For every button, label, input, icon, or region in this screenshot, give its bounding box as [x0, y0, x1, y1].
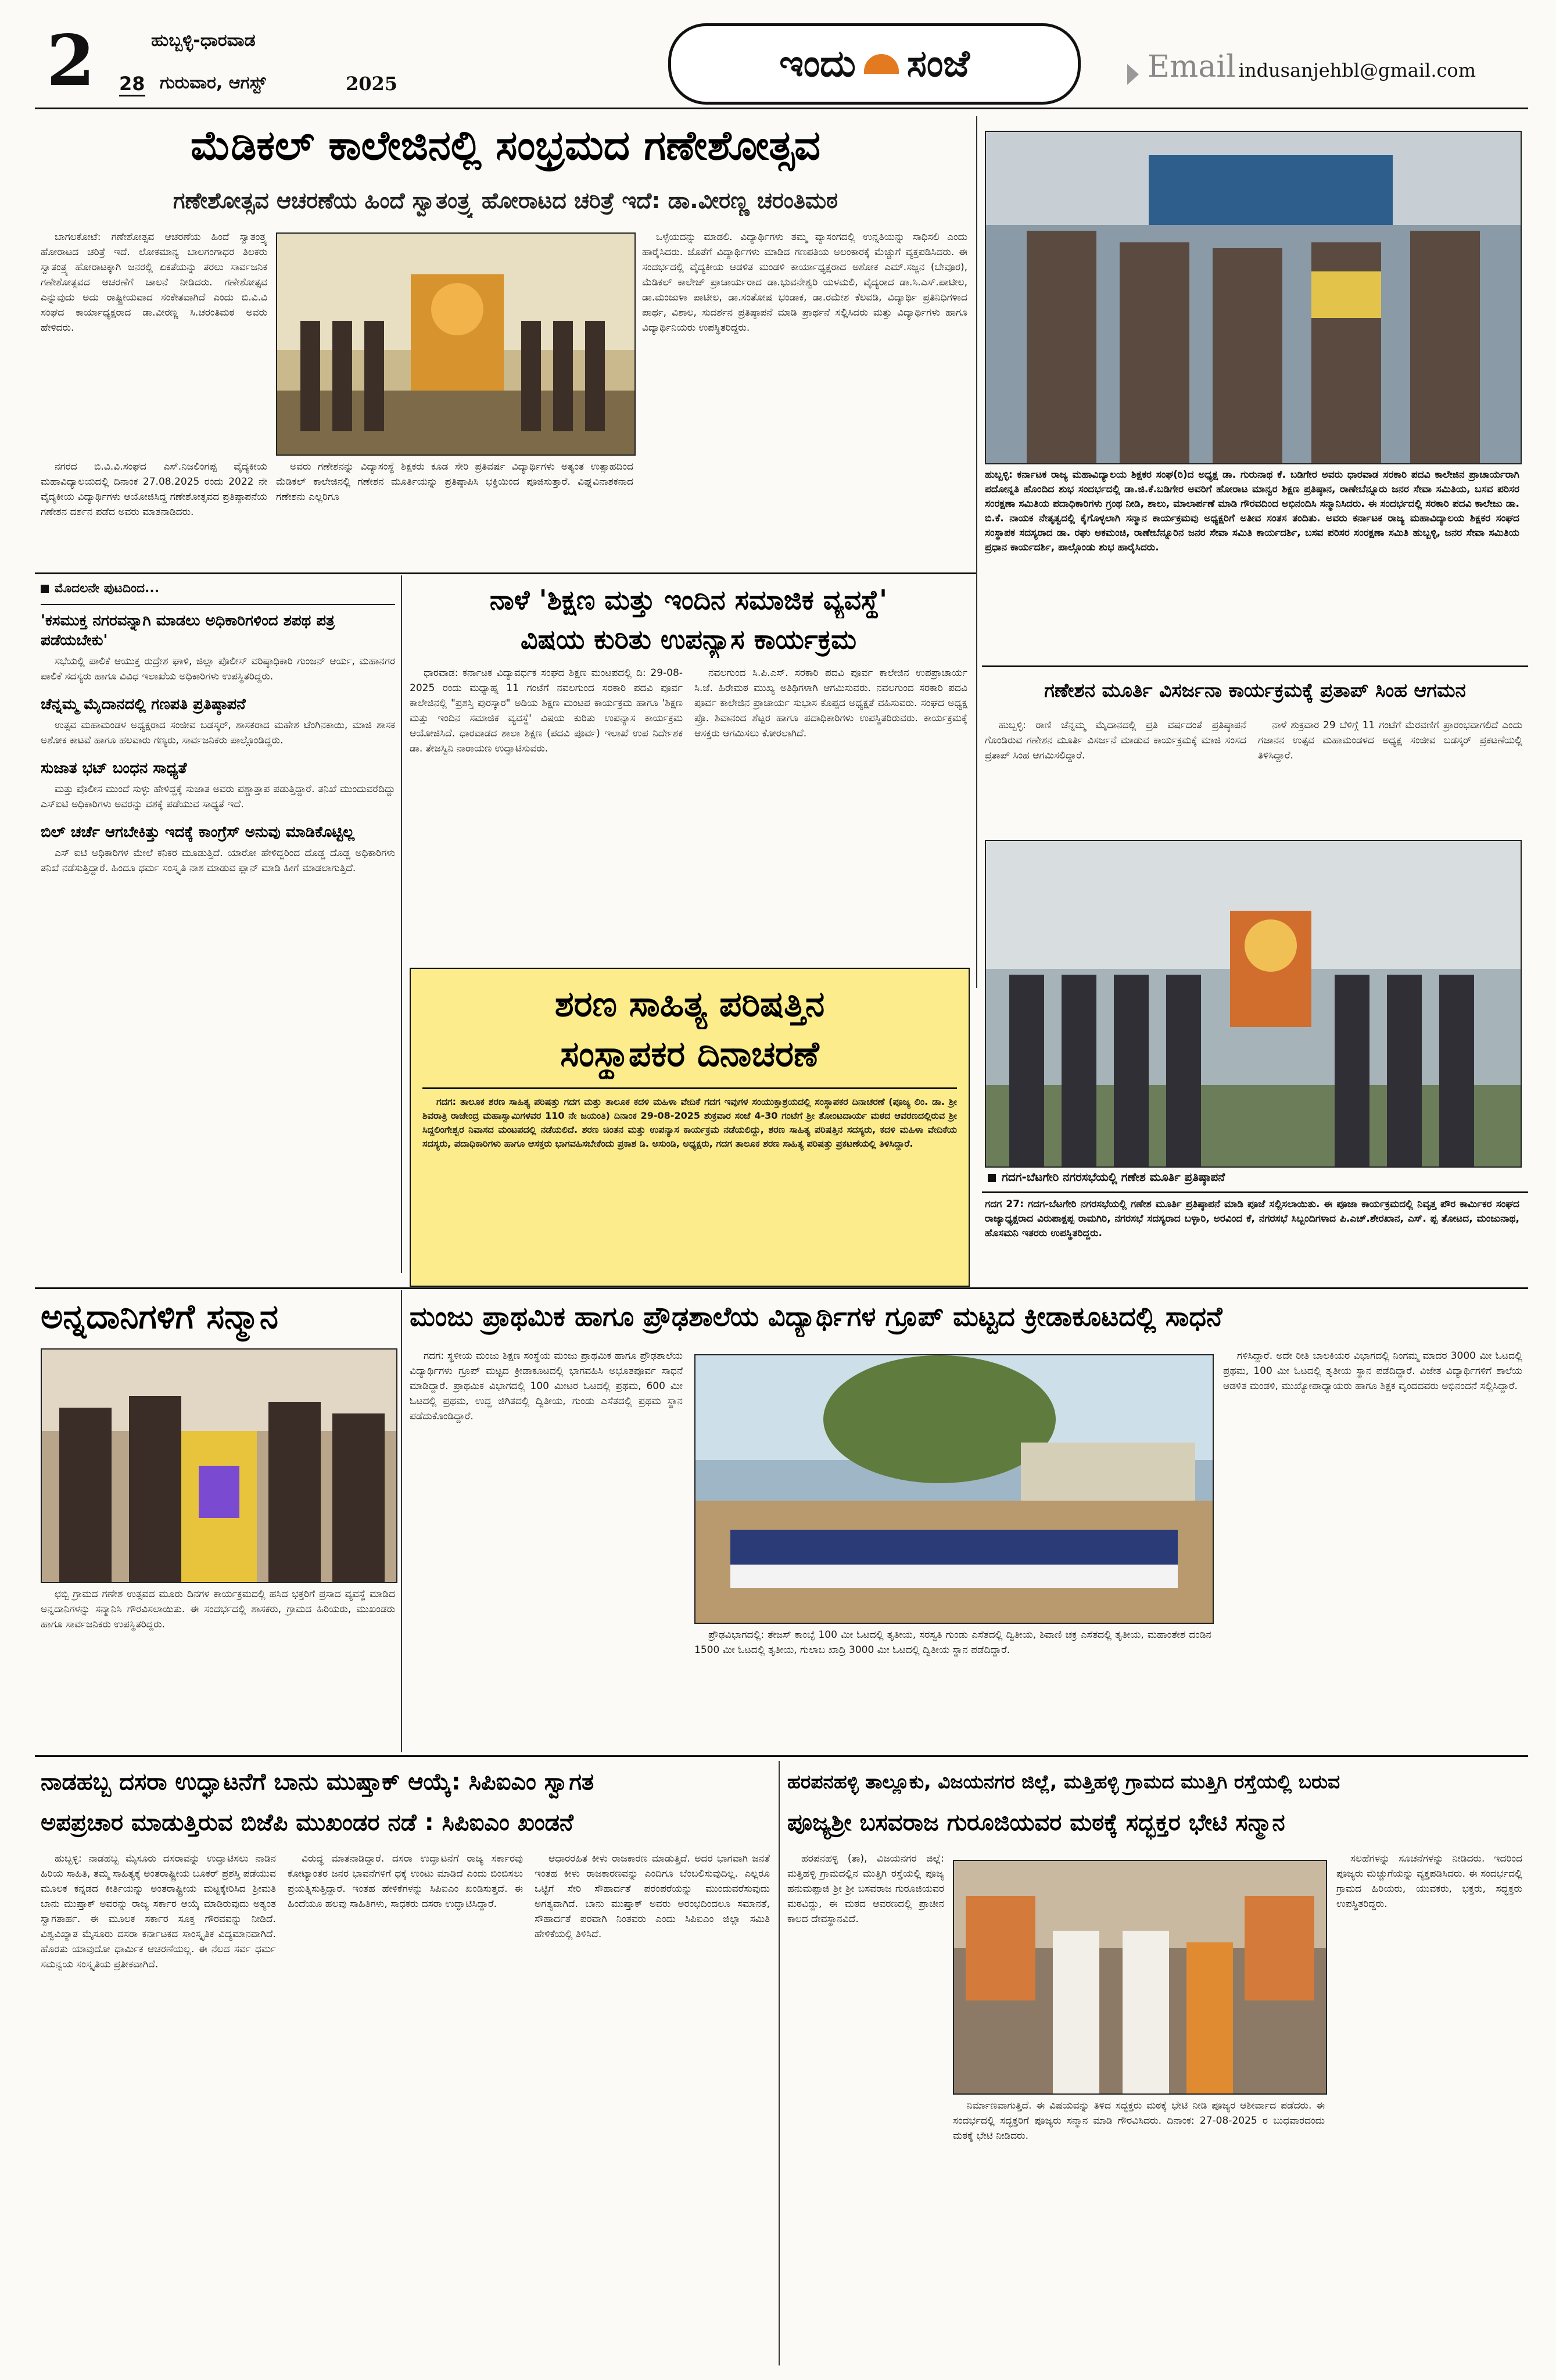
article3-col1-text: ಧಾರವಾಡ: ಕರ್ನಾಟಕ ವಿದ್ಯಾವರ್ಧಕ ಸಂಘದ ಶಿಕ್ಷಣ ಮಂಟಪದಲ್ಲಿ ದಿ: 29-08-2025 ರಂದು ಮಧ್ಯಾಹ್ನ 11 ಗಂಟೆಗೆ ನವಲಗುಂದ ಸರಕಾರಿ ಪದವಿ ಪೂರ್ವ ಕಾಲೇಜಿನಲ್ಲಿ "ಪ್ರಶಸ್ತಿ ಪುರಸ್ಕಾರ" ಅಡಿಯ ಶಿಕ್ಷಣ ಮಂಟಪ ಕಾರ್ಯಕ್ರಮ ಹಾಗೂ 'ಶಿಕ್ಷಣ ಮತ್ತು ಇಂದಿನ ಸಮಾಜಿಕ ವ್ಯವಸ್ಥೆ' ವಿಷಯ ಕುರಿತು ಉಪನ್ಯಾಸ ಕಾರ್ಯಕ್ರಮ ಆಯೋಜಿಸಿದೆ. ಧಾರವಾಡದ ಶಾಲಾ ಶಿಕ್ಷಣ (ಪದವಿ ಪೂರ್ವ) ಇಲಾಖೆ ಉಪ ನಿರ್ದೇಶಕ ಡಾ. ತೇಜಸ್ವಿನಿ ನಾರಾಯಣ ಉದ್ಘಾಟಿಸುವರು.	[410, 667, 683, 754]
sidebar-t3	[41, 782, 395, 817]
bullet-icon	[988, 1174, 996, 1182]
date-day: 28	[119, 73, 145, 96]
sidebar-t1	[41, 654, 395, 689]
bullet-icon	[41, 585, 49, 593]
rule-section1	[35, 572, 976, 574]
article8-col3	[1223, 1348, 1522, 1749]
sidebar-h2: ಚೆನ್ನಮ್ಮ ಮೈದಾನದಲ್ಲಿ ಗಣಪತಿ ಪ್ರತಿಷ್ಠಾಪನೆ	[41, 696, 246, 713]
rule-section2	[35, 1287, 1528, 1289]
sidebar-t1-text: ಸಭೆಯಲ್ಲಿ ಪಾಲಿಕೆ ಆಯುಕ್ತ ರುದ್ರೇಶ ಘಾಳಿ, ಜಿಲ್ಲಾ ಪೊಲೀಸ್ ವರಿಷ್ಠಾಧಿಕಾರಿ ಗುಂಜನ್ ಆರ್ಯ, ಮಹಾನಗರ ಪಾಲಿಕೆ ಸದಸ್ಯರು ಹಾಗೂ ವಿವಿಧ ಇಲಾಖೆಯ ಅಧಿಕಾರಿಗಳು ಉಪಸ್ಥಿತರಿದ್ದರು.	[41, 656, 395, 682]
article10-col2-text: ನಿರ್ಮಾಣವಾಗುತ್ತಿದೆ. ಈ ವಿಷಯವನ್ನು ತಿಳಿದ ಸದ್ಭಕ್ತರು ಮಠಕ್ಕೆ ಭೇಟಿ ನೀಡಿ ಪೂಜ್ಯರ ಆಶೀರ್ವಾದ ಪಡೆದರು. ಈ ಸಂದರ್ಭದಲ್ಲಿ ಸದ್ಭಕ್ತರಿಗೆ ಪೂಜ್ಯರು ಸನ್ಮಾನ ಮಾಡಿ ಗೌರವಿಸಿದರು. ದಿನಾಂಕ: 27-08-2025 ರ ಬುಧವಾರದಂದು ಮಠಕ್ಕೆ ಭೇಟಿ ನೀಡಿದರು.	[953, 2100, 1325, 2142]
date-weekday: ಗುರುವಾರ, ಆಗಸ್ಟ್	[160, 73, 266, 93]
divider-top	[976, 116, 977, 988]
article4-col2	[1258, 718, 1522, 834]
article9-col3-text: ಆಧಾರರಹಿತ ಕೀಳು ರಾಜಕಾರಣ ಮಾಡುತ್ತಿದೆ. ಅದರ ಭಾಗವಾಗಿ ಜನತೆ ಇಂತಹ ಕೀಳು ರಾಜಕಾರಣವನ್ನು ಎಂದಿಗೂ ಬೆಂಬಲಿಸುವುದಿಲ್ಲ. ಎಲ್ಲರೂ ಒಟ್ಟಿಗೆ ಸೇರಿ ಸೌಹಾರ್ದತೆ ಪರಂಪರೆಯನ್ನು ಮುಂದುವರೆಸುವುದು ಅಗತ್ಯವಾಗಿದೆ. ಬಾನು ಮುಷ್ತಾಕ್ ಅವರು ಅರಂಭದಿಂದಲೂ ಸಮಾನತೆ, ಸೌಹಾರ್ದತೆ ಪರವಾಗಿ ನಿಂತವರು ಎಂದು ಸಿಪಿಐಎಂ ಜಿಲ್ಲಾ ಸಮಿತಿ ಹೇಳಿಕೆಯಲ್ಲಿ ತಿಳಿಸಿದೆ.	[535, 1853, 770, 1940]
article4-headline: ಗಣೇಶನ ಮೂರ್ತಿ ವಿಸರ್ಜನಾ ಕಾರ್ಯಕ್ರಮಕ್ಕೆ ಪ್ರತಾಪ್ ಸಿಂಹ ಆಗಮನ	[1044, 679, 1466, 702]
article3-col1	[410, 665, 683, 944]
article6-headline2: ಸಂಸ್ಥಾಪಕರ ದಿನಾಚರಣೆ	[560, 1034, 819, 1075]
article1-subhead: ಗಣೇಶೋತ್ಸವ ಆಚರಣೆಯ ಹಿಂದೆ ಸ್ವಾತಂತ್ರ್ಯ ಹೋರಾಟದ ಚರಿತ್ರೆ ಇದೆ: ಡಾ.ವೀರಣ್ಣ ಚರಂತಿಮಠ	[173, 188, 838, 213]
masthead-rule	[35, 108, 1528, 109]
article8-col2-text: ಪ್ರೌಢವಿಭಾಗದಲ್ಲಿ: ತೇಜಸ್ ಕಾಂಬ್ಳೆ 100 ಮೀ ಓಟದಲ್ಲಿ ತೃತೀಯ, ಸರಸ್ವತಿ ಗುಂಡು ಎಸೆತದಲ್ಲಿ ದ್ವಿತೀಯ, ಶಿವಾಣಿ ಚಕ್ರ ಎಸೆತದಲ್ಲಿ ತೃತೀಯ, ಮಹಾಂತೇಶ ದಂಡಿನ 1500 ಮೀ ಓಟದಲ್ಲಿ ತೃತೀಯ, ಗುಲಾಬ ಖಾದ್ರಿ 3000 ಮೀ ಓಟದಲ್ಲಿ ದ್ವಿತೀಯ ಸ್ಥಾನ ಪಡೆದಿದ್ದಾರೆ.	[694, 1629, 1211, 1656]
article1-caption-text: ಅವರು ಗಣೇಶನನ್ನು ವಿದ್ಯಾಸಂಸ್ಥೆ ಶಿಕ್ಷಕರು ಕೂಡ ಸೇರಿ ಪ್ರತಿವರ್ಷ ವಿದ್ಯಾರ್ಥಿಗಳು ಅತ್ಯಂತ ಉತ್ಸಾಹದಿಂದ ಮೆಡಿಕಲ್ ಕಾಲೇಜಿನಲ್ಲಿ ಗಣೇಶನ ಮೂರ್ತಿಯನ್ನು ಪ್ರತಿಷ್ಠಾಪಿಸಿ ಭಕ್ತಿಯಿಂದ ಪೂಜಿಸುತ್ತಾರೆ. ವಿಘ್ನವಿನಾಶಕನಾದ ಗಣೇಶನು ಎಲ್ಲರಿಗೂ	[276, 461, 633, 503]
sidebar-t3-text: ಮತ್ತು ಪೊಲೀಸ ಮುಂದೆ ಸುಳ್ಳು ಹೇಳಿದ್ದಕ್ಕೆ ಸುಜಾತ ಅವರು ಪಶ್ಚಾತ್ತಾಪ ಪಡುತ್ತಿದ್ದಾರೆ. ತನಿಖೆ ಮುಂದುವರೆದಿದ್ದು ಎಸ್ಐಟಿ ಅಧಿಕಾರಿಗಳು ಅವರನ್ನು ವಶಕ್ಕೆ ಪಡೆಯುವ ಸಾಧ್ಯತೆ ಇದೆ.	[41, 783, 395, 810]
article5-caption: ಗದಗ 27: ಗದಗ-ಬೆಟಗೇರಿ ನಗರಸಭೆಯಲ್ಲಿ ಗಣೇಶ ಮೂರ್ತಿ ಪ್ರತಿಷ್ಠಾಪನೆ ಮಾಡಿ ಪೂಜೆ ಸಲ್ಲಿಸಲಾಯಿತು. ಈ ಪೂಜಾ ಕಾರ್ಯಕ್ರಮದಲ್ಲಿ ನಿವೃತ್ತ ಪೌರ ಕಾರ್ಮಿಕರ ಸಂಘದ ರಾಜ್ಯಾಧ್ಯಕ್ಷರಾದ ವಿರುಪಾಕ್ಷಪ್ಪ ರಾಮಗಿರಿ, ನಗರಸಭೆ ಸದಸ್ಯರಾದ ಬಳ್ಳಾರಿ, ಅರವಿಂದ ಕೆ, ನಗರಸಭೆ ಸಿಬ್ಬಂದಿಗಳಾದ ಪಿ.ಎಚ್.ಶೇರಖಾನ, ಎಸ್. ಪ್ಪ ತೋಟದ, ಮಂಜುನಾಥ, ಹೊಸಮನಿ ಇತರರು ಉಪಸ್ಥಿತರಿದ್ದರು.	[985, 1198, 1519, 1239]
article8-col1	[410, 1348, 683, 1749]
article9-headline2: ಅಪಪ್ರಚಾರ ಮಾಡುತ್ತಿರುವ ಬಿಜೆಪಿ ಮುಖಂಡರ ನಡೆ : ಸಿಪಿಐಎಂ ಖಂಡನೆ	[41, 1809, 573, 1836]
article1-col2-text: ಒಳ್ಳೆಯದನ್ನು ಮಾಡಲಿ. ವಿದ್ಯಾರ್ಥಿಗಳು ತಮ್ಮ ವ್ಯಾಸಂಗದಲ್ಲಿ ಉನ್ನತಿಯನ್ನು ಸಾಧಿಸಲಿ ಎಂದು ಹಾರೈಸಿದರು. ಜೊತೆಗೆ ವಿದ್ಯಾರ್ಥಿಗಳು ಮಾಡಿದ ಗಣಪತಿಯ ಅಲಂಕಾರಕ್ಕೆ ಮೆಚ್ಚುಗೆ ವ್ಯಕ್ತಪಡಿಸಿದರು. ಈ ಸಂದರ್ಭದಲ್ಲಿ ವೈದ್ಯಕೀಯ ಆಡಳಿತ ಮಂಡಳಿ ಕಾರ್ಯಾಧ್ಯಕ್ಷರಾದ ಅಶೋಕ ಎಮ್.ಸಜ್ಜನ (ಬೇವೂರ), ಮೆಡಿಕಲ್ ಕಾಲೇಜ್ ಪ್ರಾಚಾರ್ಯರಾದ ಡಾ.ಭುವನೇಶ್ವರಿ ಯಳಮಲಿ, ವೈದ್ಯರಾದ ಡಾ.ಸಿ.ಎಸ್.ಪಾಟೀಲ, ಡಾ.ಮಂಜುಳಾ ಪಾಟೀಲ, ಡಾ.ಸಂತೋಷ ಭಂಡಾಕ, ಡಾ.ರಮೇಶ ಕೆಲವಡಿ, ವಿದ್ಯಾರ್ಥಿ ಪ್ರತಿನಿಧಿಗಳಾದ ಪಾರ್ಥ, ವಿಶಾಲ, ಸುದರ್ಶನ ಪ್ರತಿಷ್ಠಾಪನೆ ಮಾಡಿ ಪ್ರಾರ್ಥನೆ ಸಲ್ಲಿಸಿದರು ಮತ್ತು ವಿದ್ಯಾರ್ಥಿಗಳು ಹಾಗೂ ವಿದ್ಯಾರ್ಥಿನಿಯರು ಉಪಸ್ಥಿತರಿದ್ದರು.	[642, 231, 967, 334]
arrow-icon	[1127, 64, 1139, 85]
article1-caption-block	[276, 459, 633, 564]
divider-bottom	[779, 1761, 780, 2365]
article8-col3-text: ಗಳಿಸಿದ್ದಾರೆ. ಅದೇ ರೀತಿ ಬಾಲಕಿಯರ ವಿಭಾಗದಲ್ಲಿ ನಿಂಗಮ್ಮ ಮಾದರ 3000 ಮೀ ಓಟದಲ್ಲಿ ಪ್ರಥಮ, 100 ಮೀ ಓಟದಲ್ಲಿ ತೃತೀಯ ಸ್ಥಾನ ಪಡೆದಿದ್ದಾರೆ. ವಿಜೇತ ವಿದ್ಯಾರ್ಥಿಗಳಿಗೆ ಶಾಲೆಯ ಆಡಳಿತ ಮಂಡಳಿ, ಮುಖ್ಯೋಪಾಧ್ಯಾಯರು ಹಾಗೂ ಶಿಕ್ಷಕ ವೃಂದದವರು ಅಭಿನಂದನೆ ಸಲ್ಲಿಸಿದ್ದಾರೆ.	[1223, 1350, 1522, 1392]
article7-headline: ಅನ್ನದಾನಿಗಳಿಗೆ ಸನ್ಮಾನ	[41, 1297, 279, 1336]
divider-sidebar	[401, 575, 402, 1273]
annadana-photo-svg	[42, 1350, 396, 1582]
sidebar-t4-text: ಎಸ್ ಐಟಿ ಅಧಿಕಾರಿಗಳ ಮೇಲೆ ಕನಿಕರ ಮೂಡುತ್ತಿದೆ. ಯಾರೋ ಹೇಳಿದ್ದರಿಂದ ದೊಡ್ಡ ದೊಡ್ಡ ಅಧಿಕಾರಿಗಳು ತನಿಖೆ ನಡೆಸುತ್ತಿದ್ದಾರೆ. ಹಿಂದೂ ಧರ್ಮ ಸಂಸ್ಕೃತಿ ನಾಶ ಮಾಡುವ ಪ್ಲಾನ್ ಮಾಡಿ ಹೀಗೆ ಮಾಡಲಾಗುತ್ತಿದೆ.	[41, 847, 395, 874]
email-label: Email	[1148, 49, 1236, 84]
article10-col3-text: ಸಲಹೆಗಳನ್ನು ಸೂಚನೆಗಳನ್ನು ನೀಡಿದರು. ಇದರಿಂದ ಪೂಜ್ಯರು ಮೆಚ್ಚುಗೆಯನ್ನು ವ್ಯಕ್ತಪಡಿಸಿದರು. ಈ ಸಂದರ್ಭದಲ್ಲಿ ಗ್ರಾಮದ ಹಿರಿಯರು, ಯುವಕರು, ಭಕ್ತರು, ಸದ್ಭಕ್ತರು ಉಪಸ್ಥಿತರಿದ್ದರು.	[1336, 1853, 1522, 1910]
article8-col2	[694, 1627, 1211, 1749]
article10-col1	[787, 1851, 944, 2363]
felicitation-photo-svg	[986, 132, 1521, 463]
article3-headline2: ವಿಷಯ ಕುರಿತು ಉಪನ್ಯಾಸ ಕಾರ್ಯಕ್ರಮ	[521, 624, 856, 655]
matha-photo	[953, 1860, 1327, 2095]
city-label: ಹುಬ್ಬಳ್ಳಿ-ಧಾರವಾಡ	[151, 30, 256, 51]
matha-photo-svg	[954, 1861, 1326, 2093]
school-sports-photo-svg	[695, 1355, 1213, 1623]
article6-headline1: ಶರಣ ಸಾಹಿತ್ಯ ಪರಿಷತ್ತಿನ	[554, 984, 825, 1025]
article5-caption-label-text: ಗದಗ-ಬೆಟಗೇರಿ ನಗರಸಭೆಯಲ್ಲಿ ಗಣೇಶ ಮೂರ್ತಿ ಪ್ರತಿಷ್ಠಾಪನೆ	[1002, 1170, 1225, 1184]
article9-col3	[535, 1851, 770, 2363]
article1-headline: ಮೆಡಿಕಲ್ ಕಾಲೇಜಿನಲ್ಲಿ ಸಂಭ್ರಮದ ಗಣೇಶೋತ್ಸವ	[190, 121, 821, 169]
article9-col2	[288, 1851, 523, 2363]
sidebar	[41, 581, 395, 1250]
school-sports-photo	[694, 1354, 1214, 1624]
article10-headline2: ಪೂಜ್ಯಶ್ರೀ ಬಸವರಾಜ ಗುರೂಜಿಯವರ ಮಠಕ್ಕೆ ಸದ್ಭಕ್ತರ ಭೇಟಿ ಸನ್ಮಾನ	[787, 1809, 1285, 1836]
article7-body	[41, 1587, 395, 1744]
sidebar-t4	[41, 846, 395, 881]
article6-body-text: ಗದಗ: ತಾಲೂಕ ಶರಣ ಸಾಹಿತ್ಯ ಪರಿಷತ್ತು ಗದಗ ಮತ್ತು ತಾಲೂಕ ಕದಳಿ ಮಹಿಳಾ ವೇದಿಕೆ ಗದಗ ಇವುಗಳ ಸಂಯುಕ್ತಾಶ್ರಯದಲ್ಲಿ ಸಂಸ್ಥಾಪಕರ ದಿನಾಚರಣೆ (ಪೂಜ್ಯ ಲಿಂ. ಡಾ. ಶ್ರೀ ಶಿವರಾತ್ರಿ ರಾಜೇಂದ್ರ ಮಹಾಸ್ವಾಮಿಗಳವರ 110 ನೇ ಜಯಂತಿ) ದಿನಾಂಕ 29-08-2025 ಶುಕ್ರವಾರ ಸಂಜೆ 4-30 ಗಂಟೆಗೆ ಶ್ರೀ ತೋಂಟದಾರ್ಯ ಮಠದ ಆವರಣದಲ್ಲಿರುವ ಶ್ರೀ ಸಿದ್ದಲಿಂಗೇಶ್ವರ ನಿವಾಸದ ಮಂಟಪದಲ್ಲಿ ನಡೆಯಲಿದೆ. ಶರಣ ಚಿಂತನ ಮತ್ತು ಉಪನ್ಯಾಸ ಕಾರ್ಯಕ್ರಮ ನಡೆಯಲಿದ್ದು, ಶರಣ ಸಾಹಿತ್ಯ ಪರಿಷತ್ತಿನ ಸದಸ್ಯರು, ಕದಳಿ ಮಹಿಳಾ ವೇದಿಕೆಯ ಸದಸ್ಯರು, ಪದಾಧಿಕಾರಿಗಳು ಹಾಗೂ ಆಸಕ್ತರು ಭಾಗವಹಿಸಬೇಕೆಂದು ಪ್ರಕಾಶ ಡಿ. ಅಸುಂಡಿ, ಅಧ್ಯಕ್ಷರು, ಗದಗ ತಾಲೂಕ ಶರಣ ಸಾಹಿತ್ಯ ಪರಿಷತ್ತು ಪ್ರಕಟಣೆಯಲ್ಲಿ ತಿಳಿಸಿದ್ದಾರೆ.	[422, 1096, 957, 1149]
annadana-photo	[41, 1348, 397, 1583]
article9-col1	[41, 1851, 276, 2363]
article1-col1	[41, 230, 267, 459]
sidebar-label-text: ಮೊದಲನೇ ಪುಟದಿಂದ...	[55, 581, 160, 596]
article1-col2	[642, 230, 967, 459]
article5-caption-label	[988, 1168, 1519, 1186]
ganesh-photo-svg	[277, 234, 634, 454]
article10-col3	[1336, 1851, 1522, 2363]
sidebar-h1: 'ಕಸಮುಕ್ತ ನಗರವನ್ನಾಗಿ ಮಾಡಲು ಅಧಿಕಾರಿಗಳಿಂದ ಶಪಥ ಪತ್ರ ಪಡೆಯಬೇಕು'	[41, 612, 335, 649]
article1-col1b-text: ನಗರದ ಬಿ.ವಿ.ವಿ.ಸಂಘದ ಎಸ್.ನಿಜಲಿಂಗಪ್ಪ ವೈದ್ಯಕೀಯ ಮಹಾವಿದ್ಯಾಲಯದಲ್ಲಿ ದಿನಾಂಕ 27.08.2025 ರಂದು 2022 ನೇ ವೈದ್ಯಕೀಯ ವಿದ್ಯಾರ್ಥಿಗಳು ಆಯೋಜಿಸಿದ್ದ ಗಣೇಶೋತ್ಸವದ ಪ್ರತಿಷ್ಠಾಪನೆಯ ಗಣೇಶನ ದರ್ಶನ ಪಡೆದ ಅವರು ಮಾತನಾಡಿದರು.	[41, 461, 267, 518]
logo-right: ಸಂಜೆ	[906, 42, 970, 85]
article10-headline1: ಹರಪನಹಳ್ಳಿ ತಾಲ್ಲೂಕು, ವಿಜಯನಗರ ಜಿಲ್ಲೆ, ಮತ್ತಿಹಳ್ಳಿ ಗ್ರಾಮದ ಮುತ್ತಿಗಿ ರಸ್ತೆಯಲ್ಲಿ ಬರುವ	[787, 1770, 1340, 1793]
article8-headline: ಮಂಜು ಪ್ರಾಥಮಿಕ ಹಾಗೂ ಪ್ರೌಢಶಾಲೆಯ ವಿದ್ಯಾರ್ಥಿಗಳ ಗ್ರೂಪ್ ಮಟ್ಟದ ಕ್ರೀಡಾಕೂಟದಲ್ಲಿ ಸಾಧನೆ	[410, 1301, 1222, 1332]
page-number: 2	[46, 20, 95, 102]
article4-col1-text: ಹುಬ್ಬಳ್ಳಿ: ರಾಣಿ ಚೆನ್ನಮ್ಮ ಮೈದಾನದಲ್ಲಿ ಪ್ರತಿ ವರ್ಷದಂತೆ ಪ್ರತಿಷ್ಠಾಪನೆ ಗೊಂಡಿರುವ ಗಣೇಶನ ಮೂರ್ತಿ ವಿಸರ್ಜನೆ ಮಾಡುವ ಕಾರ್ಯಕ್ರಮಕ್ಕೆ ಮಾಜಿ ಸಂಸದ ಪ್ರತಾಪ್ ಸಿಂಹ ಆಗಮಿಸಲಿದ್ದಾರೆ.	[985, 720, 1246, 761]
felicitation-photo	[985, 131, 1522, 464]
article4-col1	[985, 718, 1246, 834]
article3-col2	[694, 665, 967, 944]
rule-right1	[982, 665, 1528, 667]
ganesh-photo	[276, 232, 636, 456]
email-block	[1127, 49, 1476, 85]
sidebar-section-label	[41, 581, 395, 596]
gadag-photo	[985, 840, 1522, 1168]
article10-col1-text: ಹರಪನಹಳ್ಳಿ (ತಾ), ವಿಜಯನಗರ ಜಿಲ್ಲೆ: ಮತ್ತಿಹಳ್ಳಿ ಗ್ರಾಮದಲ್ಲಿನ ಮುತ್ತಿಗಿ ರಸ್ತೆಯಲ್ಲಿ ಪೂಜ್ಯ ಹನುಮಪ್ಪಾಜಿ ಶ್ರೀ ಶ್ರೀ ಬಸವರಾಜ ಗುರೂಜಿಯವರ ಮಠವಿದ್ದು, ಈ ಮಠದ ಆವರಣದಲ್ಲಿ ಪ್ರಾಚೀನ ಕಾಲದ ದೇವಸ್ಥಾನವಿದೆ.	[787, 1853, 944, 1925]
sun-icon	[864, 54, 899, 74]
date-year: 2025	[346, 73, 398, 95]
sidebar-t2	[41, 718, 395, 753]
article9-headline1: ನಾಡಹಬ್ಬ ದಸರಾ ಉದ್ಘಾಟನೆಗೆ ಬಾನು ಮುಷ್ತಾಕ್ ಆಯ್ಕೆ: ಸಿಪಿಐಎಂ ಸ್ವಾಗತ	[41, 1769, 594, 1795]
article9-col1-text: ಹುಬ್ಬಳ್ಳಿ: ನಾಡಹಬ್ಬ ಮೈಸೂರು ದಸರಾವನ್ನು ಉದ್ಘಾಟಿಸಲು ನಾಡಿನ ಹಿರಿಯ ಸಾಹಿತಿ, ತಮ್ಮ ಸಾಹಿತ್ಯಕ್ಕೆ ಅಂತರಾಷ್ಟ್ರೀಯ ಬೂಕರ್ ಪ್ರಶಸ್ತಿ ಪಡೆಯುವ ಮೂಲಕ ಕನ್ನಡದ ಕೀರ್ತಿಯನ್ನು ಅಂತರಾಷ್ಟ್ರೀಯ ಮಟ್ಟಕ್ಕೇರಿಸಿದ ಶ್ರೀಮತಿ ಬಾನು ಮುಷ್ತಾಕ್ ಅವರನ್ನು ರಾಜ್ಯ ಸರ್ಕಾರ ಆಯ್ಕೆ ಮಾಡಿರುವುದು ಅತ್ಯಂತ ಸ್ವಾಗತಾರ್ಹ. ಈ ಮೂಲಕ ಸರ್ಕಾರ ಸೂಕ್ತ ಗೌರವವನ್ನು ನೀಡಿದೆ. ವಿಶ್ವವಿಖ್ಯಾತ ಮೈಸೂರು ದಸರಾ ಕರ್ನಾಟಕದ ಸಾಂಸ್ಕೃತಿಕ ವಿದ್ಯಮಾನವಾಗಿದೆ. ಹೊರತು ಯಾವುದೋ ಧಾರ್ಮಿಕ ಆಚರಣೆಯಲ್ಲ. ಈ ನೆಲದ ಸರ್ವ ಧರ್ಮ ಸಮನ್ವಯ ಸಂಸ್ಕೃತಿಯ ಪ್ರತೀಕವಾಗಿದೆ.	[41, 1853, 276, 1970]
article3-headline1: ನಾಳೆ 'ಶಿಕ್ಷಣ ಮತ್ತು ಇಂದಿನ ಸಮಾಜಿಕ ವ್ಯವಸ್ಥೆ'	[489, 584, 888, 615]
sidebar-h4: ಬಿಲ್ ಚರ್ಚೆ ಆಗಬೇಕಿತ್ತು ಇದಕ್ಕೆ ಕಾಂಗ್ರೆಸ್ ಅನುವು ಮಾಡಿಕೊಟ್ಟಿಲ್ಲ	[41, 824, 355, 841]
article4-col2-text: ನಾಳೆ ಶುಕ್ರವಾರ 29 ಬೆಳಿಗ್ಗೆ 11 ಗಂಟೆಗೆ ಮೆರವಣಿಗೆ ಪ್ರಾರಂಭವಾಗಲಿದೆ ಎಂದು ಗಜಾನನ ಉತ್ಸವ ಮಹಾಮಂಡಳದ ಅಧ್ಯಕ್ಷ ಸಂಜೀವ ಬಡಸ್ಕರ್ ಪ್ರಕಟಣೆಯಲ್ಲಿ ತಿಳಿಸಿದ್ದಾರೆ.	[1258, 720, 1522, 761]
gadag-photo-svg	[986, 841, 1521, 1166]
rule-right2	[982, 1191, 1528, 1193]
article1-col1b	[41, 459, 267, 564]
article10-col2	[953, 2098, 1325, 2363]
masthead	[35, 20, 1528, 105]
article3-col2-text: ನವಲಗುಂದ ಸಿ.ಪಿ.ಎಸ್. ಸರಕಾರಿ ಪದವಿ ಪೂರ್ವ ಕಾಲೇಜಿನ ಉಪಪ್ರಾಚಾರ್ಯ ಸಿ.ಜೆ. ಹಿರೇಮಠ ಮುಖ್ಯ ಅತಿಥಿಗಳಾಗಿ ಆಗಮಿಸುವರು. ನವಲಗುಂದ ಸರಕಾರಿ ಪದವಿ ಪೂರ್ವ ಕಾಲೇಜಿನ ಪ್ರಾಚಾರ್ಯ ಸುಭಾಸ ಕೊಪ್ಪದ ಅಧ್ಯಕ್ಷತೆ ವಹಿಸುವರು. ಸಂಘದ ಅಧ್ಯಕ್ಷ ಪ್ರೊ. ಶಿವಾನಂದ ಶೆಟ್ಟರ ಹಾಗೂ ಪದಾಧಿಕಾರಿಗಳು ಉಪಸ್ಥಿತರಿರುವರು. ಕಾರ್ಯಕ್ರಮಕ್ಕೆ ಆಸಕ್ತರು ಆಗಮಿಸಲು ಕೋರಲಾಗಿದೆ.	[694, 667, 967, 739]
email-address[interactable]: indusanjehbl@gmail.com	[1238, 59, 1476, 81]
article7-body-text: ಛಬ್ಬಿ ಗ್ರಾಮದ ಗಣೇಶ ಉತ್ಸವದ ಮೂರು ದಿನಗಳ ಕಾರ್ಯಕ್ರಮದಲ್ಲಿ ಹಸಿದ ಭಕ್ತರಿಗೆ ಪ್ರಸಾದ ವ್ಯವಸ್ಥೆ ಮಾಡಿದ ಅನ್ನದಾನಿಗಳನ್ನು ಸನ್ಮಾನಿಸಿ ಗೌರವಿಸಲಾಯಿತು. ಈ ಸಂದರ್ಭದಲ್ಲಿ ಶಾಸಕರು, ಗ್ರಾಮದ ಹಿರಿಯರು, ಮುಖಂಡರು ಹಾಗೂ ಸಾರ್ವಜನಿಕರು ಉಪಸ್ಥಿತರಿದ್ದರು.	[41, 1588, 395, 1630]
rule-section3	[35, 1755, 1528, 1757]
article2-caption: ಹುಬ್ಬಳ್ಳಿ: ಕರ್ನಾಟಕ ರಾಜ್ಯ ಮಹಾವಿದ್ಯಾಲಯ ಶಿಕ್ಷಕರ ಸಂಘ(ರಿ)ದ ಅಧ್ಯಕ್ಷ ಡಾ. ಗುರುನಾಥ ಕೆ. ಬಡಿಗೇರ ಅವರು ಧಾರವಾಡ ಸರಕಾರಿ ಪದವಿ ಕಾಲೇಜಿನ ಪ್ರಾಚಾರ್ಯರಾಗಿ ಪದೋನ್ನತಿ ಹೊಂದಿದ ಶುಭ ಸಂದರ್ಭದಲ್ಲಿ ಡಾ.ಜಿ.ಕೆ.ಬಡಿಗೇರ ಅವರಿಗೆ ಹೋರಾಟ ಮಾನ್ವರ ಶಿಕ್ಷಣ ಪ್ರತಿಷ್ಠಾನ, ರಾಣೇಬೆನ್ನೂರು ಜನರ ಸೇವಾ ಸಮಿತಿಯ, ಬಸವ ಪರಿಸರ ಸಂರಕ್ಷಣಾ ಸಮಿತಿಯ ಪದಾಧಿಕಾರಿಗಳು ಗ್ರಂಥ ನೀಡಿ, ಶಾಲು, ಮಾಲಾರ್ಪಣೆ ಮಾಡಿ ಗೌರವದಿಂದ ಅಭಿನಂದಿಸಿ ಸನ್ಮಾನಿಸಿದರು. ಈ ಸಂದರ್ಭದಲ್ಲಿ ಸರಕಾರಿ ಪದವಿ ಕಾಲೇಜು ಡಾ. ಬಿ.ಕೆ. ನಾಯಕ ನೇತೃತ್ವದಲ್ಲಿ ಕೈಗೊಳ್ಳಲಾಗಿ ಸನ್ಮಾನ ಕಾರ್ಯಕ್ರಮವು ಅಧ್ಯಕ್ಷರಿಗೆ ಅತೀವ ಸಂತಸ ತಂದಿತು. ಅವರು ಕರ್ನಾಟಕ ರಾಜ್ಯ ಮಹಾವಿದ್ಯಾಲಯ ಶಿಕ್ಷಕರ ಸಂಘದ ಸಂಸ್ಥಾಪಕ ಸದಸ್ಯರಾದ ಡಾ. ರಘು ಅಕಮಂಚಿ, ರಾಣೇಬೆನ್ನೂರಿನ ಜನರ ಸೇವಾ ಸಮಿತಿ ಕಾರ್ಯದರ್ಶಿ, ಬಸವ ಪರಿಸರ ಸಂರಕ್ಷಣಾ ಸಮಿತಿ ಹುಬ್ಬಳ್ಳಿ, ಜನರ ಸೇವಾ ಸಮಿತಿಯ ಪ್ರಧಾನ ಕಾರ್ಯದರ್ಶಿ, ಪಾಲ್ಗೊಂಡು ಶುಭ ಹಾರೈಸಿದರು.	[985, 469, 1519, 553]
sidebar-h3: ಸುಜಾತ ಭಟ್ ಬಂಧನ ಸಾಧ್ಯತೆ	[41, 760, 187, 777]
article9-col2-text: ವಿರುದ್ಧ ಮಾತನಾಡಿದ್ದಾರೆ. ದಸರಾ ಉದ್ಘಾಟನೆಗೆ ರಾಜ್ಯ ಸರ್ಕಾರವು ಕೋಟ್ಯಾಂತರ ಜನರ ಭಾವನೆಗಳಿಗೆ ಧಕ್ಕೆ ಉಂಟು ಮಾಡಿದೆ ಎಂದು ಬಿಂಬಿಸಲು ಪ್ರಯತ್ನಿಸುತ್ತಿದ್ದಾರೆ. ಇಂತಹ ಹೇಳಿಕೆಗಳನ್ನು ಸಿಪಿಐಎಂ ಖಂಡಿಸುತ್ತದೆ. ಈ ಹಿಂದೆಯೂ ಹಲವು ಸಾಹಿತಿಗಳು, ಸಾಧಕರು ದಸರಾ ಉದ್ಘಾಟಿಸಿದ್ದಾರೆ.	[288, 1853, 523, 1910]
sharana-box	[410, 968, 970, 1287]
masthead-logo	[668, 23, 1081, 105]
divider-lower	[401, 1290, 402, 1752]
article6-body	[422, 1095, 957, 1269]
logo-left: ಇಂದು	[779, 42, 856, 85]
article1-col1-text: ಬಾಗಲಕೋಟೆ: ಗಣೇಶೋತ್ಸವ ಆಚರಣೆಯ ಹಿಂದೆ ಸ್ವಾತಂತ್ರ್ಯ ಹೋರಾಟದ ಚರಿತ್ರೆ ಇದೆ. ಲೋಕಮಾನ್ಯ ಬಾಲಗಂಗಾಧರ ತಿಲಕರು ಸ್ವಾತಂತ್ರ್ಯ ಹೋರಾಟಕ್ಕಾಗಿ ಜನರಲ್ಲಿ ಏಕತೆಯನ್ನು ತರಲು ಸಾರ್ವಜನಿಕ ಗಣೇಶೋತ್ಸವದ ಆಚರಣೆಗೆ ಚಾಲನೆ ನೀಡಿದರು. ಗಣೇಶೋತ್ಸವ ಎನ್ನುವುದು ಅದು ರಾಷ್ಟ್ರೀಯವಾದ ಸಂಕೇತವಾಗಿದೆ ಎಂದು ಬಿ.ವಿ.ವಿ ಸಂಘದ ಕಾರ್ಯಾಧ್ಯಕ್ಷರಾದ ಡಾ.ವೀರಣ್ಣ ಸಿ.ಚರಂತಿಮಠ ಅವರು ಹೇಳಿದರು.	[41, 231, 267, 334]
sidebar-t2-text: ಉತ್ಸವ ಮಹಾಮಂಡಳ ಅಧ್ಯಕ್ಷರಾದ ಸಂಜೀವ ಬಡಸ್ಕರ್, ಶಾಸಕರಾದ ಮಹೇಶ ಟೆಂಗಿನಕಾಯಿ, ಮಾಜಿ ಶಾಸಕ ಅಶೋಕ ಕಾಟವೆ ಹಾಗೂ ಹಲವಾರು ಗಣ್ಯರು, ಸಾರ್ವಜನಿಕರು ಪಾಲ್ಗೊಂಡಿದ್ದರು.	[41, 720, 395, 746]
article8-col1-text: ಗದಗ: ಸ್ಥಳೀಯ ಮಂಜು ಶಿಕ್ಷಣ ಸಂಸ್ಥೆಯ ಮಂಜು ಪ್ರಾಥಮಿಕ ಹಾಗೂ ಪ್ರೌಢಶಾಲೆಯ ವಿದ್ಯಾರ್ಥಿಗಳು ಗ್ರೂಪ್ ಮಟ್ಟದ ಕ್ರೀಡಾಕೂಟದಲ್ಲಿ ಭಾಗವಹಿಸಿ ಅಭೂತಪೂರ್ವ ಸಾಧನೆ ಮಾಡಿದ್ದಾರೆ. ಪ್ರಾಥಮಿಕ ವಿಭಾಗದಲ್ಲಿ 100 ಮೀಟರ ಓಟದಲ್ಲಿ ಪ್ರಥಮ, 600 ಮೀ ಓಟದಲ್ಲಿ ಪ್ರಥಮ, ಉದ್ದ ಜಿಗಿತದಲ್ಲಿ ದ್ವಿತೀಯ, ಗುಂಡು ಎಸೆತದಲ್ಲಿ ಪ್ರಥಮ ಸ್ಥಾನ ಪಡೆದುಕೊಂಡಿದ್ದಾರೆ.	[410, 1350, 683, 1422]
